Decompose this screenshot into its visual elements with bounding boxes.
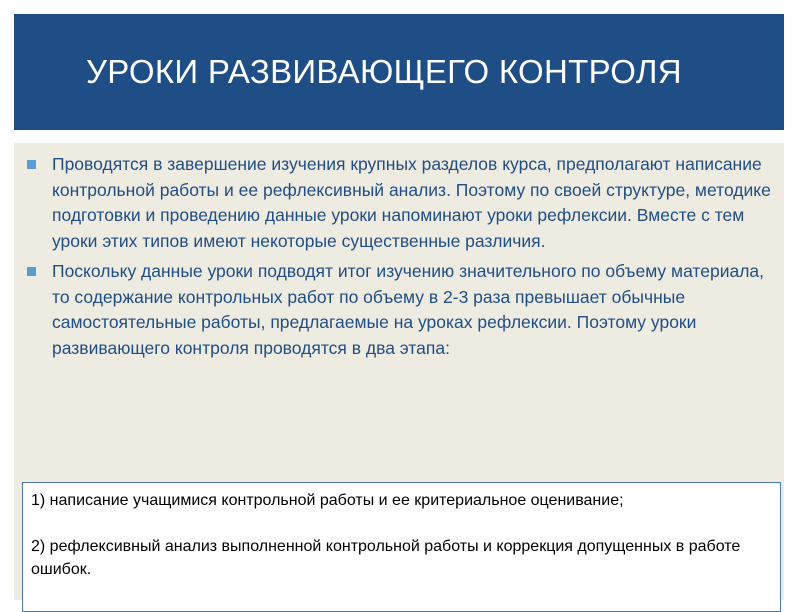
bullet-item bbox=[14, 152, 774, 254]
title-bar bbox=[14, 14, 784, 130]
square-bullet-icon bbox=[27, 267, 36, 276]
stage-item: 1) написание учащимися контрольной работы и ее критериальное оценивание; bbox=[31, 492, 624, 509]
bullet-text: Проводятся в завершение изучения крупных разделов курса, предполагают написание контрольной работы и ее рефлексивный анализ. Поэтому по своей структуре, методике подготовки и проведению данные уроки напоминают уроки рефлексии. Вместе с тем уроки этих типов имеют некоторые существенные различия. bbox=[52, 154, 771, 251]
square-bullet-icon bbox=[27, 160, 36, 169]
bullet-text: Поскольку данные уроки подводят итог изучению значительного по объему материала, то содержание контрольных работ по объему в 2-3 раза превышает обычные самостоятельные работы, предлагаемые на уроках рефлексии. Поэтому уроки развивающего контроля проводятся в два этапа: bbox=[52, 261, 765, 358]
stages-box bbox=[22, 482, 781, 612]
stage-item: 2) рефлексивный анализ выполненной контрольной работы и коррекция допущенных в работе ошибок. bbox=[31, 538, 741, 578]
slide-title: УРОКИ РАЗВИВАЮЩЕГО КОНТРОЛЯ bbox=[86, 53, 682, 90]
bullet-item bbox=[14, 259, 774, 361]
bullet-list bbox=[14, 152, 774, 366]
